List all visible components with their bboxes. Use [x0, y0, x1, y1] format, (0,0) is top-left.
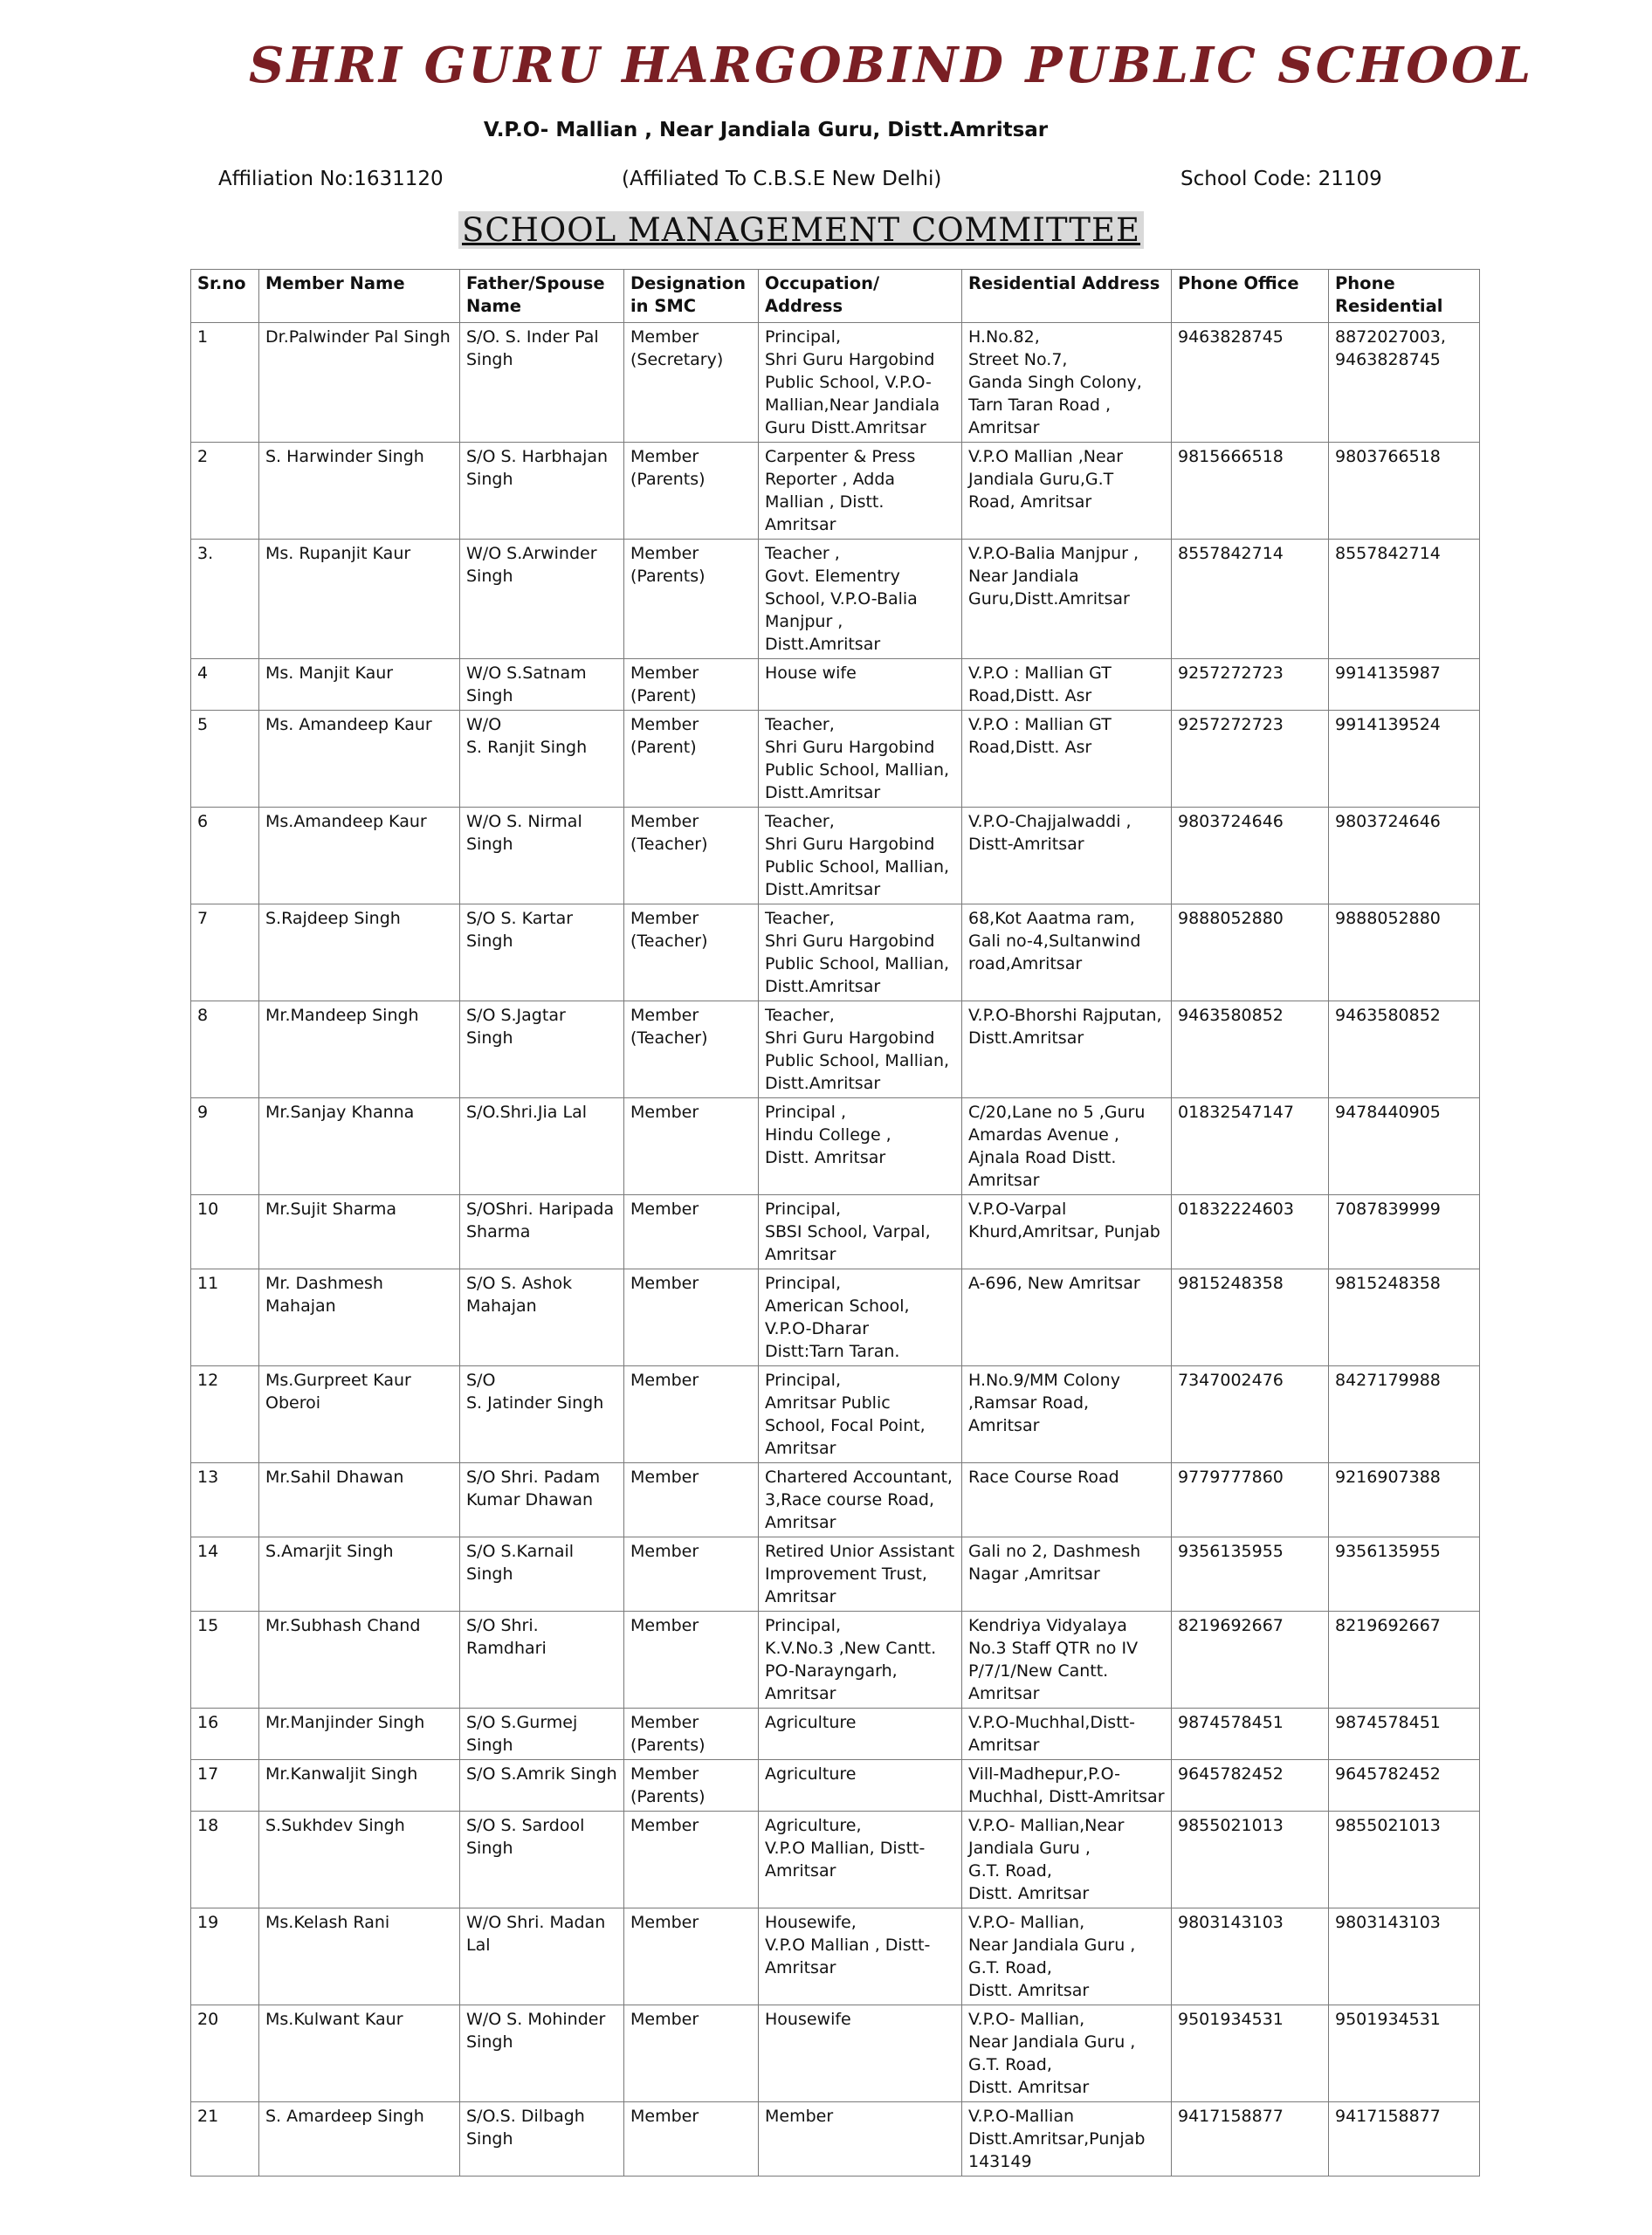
cell-sr-no: 5 [191, 711, 259, 808]
cell-sr-no: 18 [191, 1812, 259, 1908]
cell-member-name: Mr.Sanjay Khanna [259, 1098, 460, 1195]
cell-sr-no: 10 [191, 1195, 259, 1269]
table-row [191, 1812, 1480, 1908]
cell-sr-no: 12 [191, 1366, 259, 1463]
affiliation-board: (Affiliated To C.B.S.E New Delhi) [622, 168, 942, 190]
cell-phone-residential: 9417158877 [1329, 2102, 1480, 2177]
cell-occupation-address: Principal, K.V.No.3 ,New Cantt. PO-Narayngarh, Amritsar [759, 1612, 962, 1709]
cell-phone-residential: 8557842714 [1329, 540, 1480, 659]
cell-sr-no: 14 [191, 1537, 259, 1612]
cell-phone-residential: 9463580852 [1329, 1001, 1480, 1098]
cell-phone-office: 9257272723 [1172, 659, 1329, 711]
cell-phone-office: 9257272723 [1172, 711, 1329, 808]
cell-member-name: Mr.Manjinder Singh [259, 1709, 460, 1760]
cell-phone-office: 9417158877 [1172, 2102, 1329, 2177]
cell-occupation-address: Principal, American School, V.P.O-Dharar Distt:Tarn Taran. [759, 1269, 962, 1366]
cell-father-spouse-name: W/O S.Arwinder Singh [460, 540, 624, 659]
cell-member-name: Ms.Kulwant Kaur [259, 2005, 460, 2102]
cell-occupation-address: Agriculture [759, 1760, 962, 1812]
cell-phone-residential: 8872027003, 9463828745 [1329, 323, 1480, 443]
cell-designation: Member (Parents) [624, 1760, 759, 1812]
school-name: SHRI GURU HARGOBIND PUBLIC SCHOOL [249, 37, 1534, 94]
cell-phone-office: 9855021013 [1172, 1812, 1329, 1908]
committee-members-table [190, 269, 1480, 2177]
table-row [191, 1908, 1480, 2005]
cell-occupation-address: Member [759, 2102, 962, 2177]
cell-member-name: S. Amardeep Singh [259, 2102, 460, 2177]
cell-occupation-address: Principal , Hindu College , Distt. Amritsar [759, 1098, 962, 1195]
table-row [191, 1463, 1480, 1537]
table-row [191, 1001, 1480, 1098]
cell-sr-no: 19 [191, 1908, 259, 2005]
cell-father-spouse-name: W/O S.Satnam Singh [460, 659, 624, 711]
cell-sr-no: 3. [191, 540, 259, 659]
cell-father-spouse-name: W/O Shri. Madan Lal [460, 1908, 624, 2005]
cell-residential-address: A-696, New Amritsar [962, 1269, 1172, 1366]
cell-member-name: Mr.Sahil Dhawan [259, 1463, 460, 1537]
cell-phone-office: 8219692667 [1172, 1612, 1329, 1709]
cell-member-name: Ms. Amandeep Kaur [259, 711, 460, 808]
table-row [191, 1195, 1480, 1269]
cell-phone-residential: 8427179988 [1329, 1366, 1480, 1463]
cell-father-spouse-name: S/O S.Amrik Singh [460, 1760, 624, 1812]
header-occupation-address: Occupation/ Address [759, 270, 962, 323]
cell-designation: Member (Parent) [624, 659, 759, 711]
school-address: V.P.O- Mallian , Near Jandiala Guru, Distt.Amritsar [483, 119, 1049, 141]
table-row [191, 2005, 1480, 2102]
cell-member-name: S.Amarjit Singh [259, 1537, 460, 1612]
cell-phone-office: 9501934531 [1172, 2005, 1329, 2102]
cell-phone-office: 9874578451 [1172, 1709, 1329, 1760]
cell-phone-office: 9815666518 [1172, 443, 1329, 540]
cell-phone-office: 9815248358 [1172, 1269, 1329, 1366]
cell-member-name: Dr.Palwinder Pal Singh [259, 323, 460, 443]
cell-phone-office: 9463580852 [1172, 1001, 1329, 1098]
cell-father-spouse-name: S/O Shri. Padam Kumar Dhawan [460, 1463, 624, 1537]
cell-sr-no: 17 [191, 1760, 259, 1812]
cell-phone-office: 8557842714 [1172, 540, 1329, 659]
table-row [191, 1537, 1480, 1612]
school-code: School Code: 21109 [1180, 168, 1382, 190]
cell-member-name: Mr.Sujit Sharma [259, 1195, 460, 1269]
cell-sr-no: 4 [191, 659, 259, 711]
table-row [191, 1709, 1480, 1760]
cell-designation: Member (Teacher) [624, 808, 759, 904]
committee-title: SCHOOL MANAGEMENT COMMITTEE [458, 211, 1144, 249]
cell-phone-office: 9645782452 [1172, 1760, 1329, 1812]
cell-phone-residential: 9501934531 [1329, 2005, 1480, 2102]
cell-father-spouse-name: W/O S. Mohinder Singh [460, 2005, 624, 2102]
cell-father-spouse-name: S/O.Shri.Jia Lal [460, 1098, 624, 1195]
cell-designation: Member [624, 1366, 759, 1463]
cell-phone-office: 01832224603 [1172, 1195, 1329, 1269]
cell-designation: Member (Secretary) [624, 323, 759, 443]
cell-designation: Member (Parents) [624, 1709, 759, 1760]
cell-occupation-address: Housewife, V.P.O Mallian , Distt-Amritsar [759, 1908, 962, 2005]
cell-phone-office: 7347002476 [1172, 1366, 1329, 1463]
header-sr-no: Sr.no [191, 270, 259, 323]
cell-phone-residential: 9803766518 [1329, 443, 1480, 540]
cell-father-spouse-name: S/O S. Kartar Singh [460, 904, 624, 1001]
cell-sr-no: 1 [191, 323, 259, 443]
cell-sr-no: 8 [191, 1001, 259, 1098]
cell-residential-address: H.No.9/MM Colony ,Ramsar Road, Amritsar [962, 1366, 1172, 1463]
cell-designation: Member [624, 1098, 759, 1195]
table-row [191, 1098, 1480, 1195]
cell-father-spouse-name: S/O Shri. Ramdhari [460, 1612, 624, 1709]
table-row [191, 659, 1480, 711]
cell-father-spouse-name: S/O S. Sardool Singh [460, 1812, 624, 1908]
cell-residential-address: H.No.82, Street No.7, Ganda Singh Colony, Tarn Taran Road , Amritsar [962, 323, 1172, 443]
cell-occupation-address: Agriculture, V.P.O Mallian, Distt-Amritsar [759, 1812, 962, 1908]
cell-designation: Member [624, 1908, 759, 2005]
table-row [191, 808, 1480, 904]
cell-phone-office: 9803724646 [1172, 808, 1329, 904]
cell-occupation-address: Housewife [759, 2005, 962, 2102]
cell-sr-no: 2 [191, 443, 259, 540]
cell-sr-no: 20 [191, 2005, 259, 2102]
table-row [191, 904, 1480, 1001]
table-row [191, 1612, 1480, 1709]
cell-designation: Member [624, 1269, 759, 1366]
cell-sr-no: 11 [191, 1269, 259, 1366]
cell-member-name: Ms.Amandeep Kaur [259, 808, 460, 904]
cell-residential-address: V.P.O : Mallian GT Road,Distt. Asr [962, 711, 1172, 808]
cell-occupation-address: Principal, Amritsar Public School, Focal Point, Amritsar [759, 1366, 962, 1463]
cell-residential-address: V.P.O-Mallian Distt.Amritsar,Punjab 143149 [962, 2102, 1172, 2177]
table-row [191, 443, 1480, 540]
cell-phone-residential: 9803724646 [1329, 808, 1480, 904]
cell-phone-residential: 9803143103 [1329, 1908, 1480, 2005]
cell-phone-office: 9888052880 [1172, 904, 1329, 1001]
cell-designation: Member [624, 1195, 759, 1269]
cell-phone-office: 9356135955 [1172, 1537, 1329, 1612]
cell-residential-address: V.P.O- Mallian,Near Jandiala Guru , G.T. Road, Distt. Amritsar [962, 1812, 1172, 1908]
cell-sr-no: 13 [191, 1463, 259, 1537]
cell-occupation-address: Agriculture [759, 1709, 962, 1760]
cell-residential-address: V.P.O Mallian ,Near Jandiala Guru,G.T Road, Amritsar [962, 443, 1172, 540]
cell-occupation-address: Teacher , Govt. Elementry School, V.P.O-Balia Manjpur , Distt.Amritsar [759, 540, 962, 659]
cell-residential-address: Kendriya Vidyalaya No.3 Staff QTR no IV P/7/1/New Cantt. Amritsar [962, 1612, 1172, 1709]
cell-designation: Member (Parent) [624, 711, 759, 808]
cell-father-spouse-name: S/O S.Gurmej Singh [460, 1709, 624, 1760]
cell-phone-residential: 9914139524 [1329, 711, 1480, 808]
cell-member-name: Ms.Gurpreet Kaur Oberoi [259, 1366, 460, 1463]
cell-father-spouse-name: S/O S.Karnail Singh [460, 1537, 624, 1612]
cell-member-name: Mr.Mandeep Singh [259, 1001, 460, 1098]
table-row [191, 323, 1480, 443]
cell-phone-residential: 9914135987 [1329, 659, 1480, 711]
cell-residential-address: V.P.O-Bhorshi Rajputan, Distt.Amritsar [962, 1001, 1172, 1098]
cell-member-name: Mr.Subhash Chand [259, 1612, 460, 1709]
table-row [191, 1760, 1480, 1812]
header-phone-office: Phone Office [1172, 270, 1329, 323]
cell-designation: Member [624, 1612, 759, 1709]
cell-occupation-address: Principal, SBSI School, Varpal, Amritsar [759, 1195, 962, 1269]
cell-phone-residential: 9645782452 [1329, 1760, 1480, 1812]
cell-designation: Member [624, 1537, 759, 1612]
cell-father-spouse-name: S/O S.Jagtar Singh [460, 1001, 624, 1098]
cell-father-spouse-name: W/O S. Nirmal Singh [460, 808, 624, 904]
cell-residential-address: C/20,Lane no 5 ,Guru Amardas Avenue , Ajnala Road Distt. Amritsar [962, 1098, 1172, 1195]
cell-occupation-address: Teacher, Shri Guru Hargobind Public School, Mallian, Distt.Amritsar [759, 904, 962, 1001]
cell-designation: Member (Parents) [624, 540, 759, 659]
cell-residential-address: V.P.O-Muchhal,Distt-Amritsar [962, 1709, 1172, 1760]
cell-member-name: Mr.Kanwaljit Singh [259, 1760, 460, 1812]
cell-occupation-address: Teacher, Shri Guru Hargobind Public School, Mallian, Distt.Amritsar [759, 808, 962, 904]
cell-sr-no: 9 [191, 1098, 259, 1195]
header-residential-address: Residential Address [962, 270, 1172, 323]
cell-occupation-address: Retired Unior Assistant Improvement Trust, Amritsar [759, 1537, 962, 1612]
cell-member-name: Ms.Kelash Rani [259, 1908, 460, 2005]
cell-phone-residential: 9478440905 [1329, 1098, 1480, 1195]
cell-residential-address: V.P.O- Mallian, Near Jandiala Guru , G.T. Road, Distt. Amritsar [962, 2005, 1172, 2102]
cell-sr-no: 6 [191, 808, 259, 904]
cell-sr-no: 21 [191, 2102, 259, 2177]
cell-sr-no: 16 [191, 1709, 259, 1760]
cell-phone-residential: 9356135955 [1329, 1537, 1480, 1612]
cell-residential-address: V.P.O-Chajjalwaddi , Distt-Amritsar [962, 808, 1172, 904]
table-row [191, 540, 1480, 659]
cell-phone-residential: 9815248358 [1329, 1269, 1480, 1366]
cell-residential-address: V.P.O-Balia Manjpur , Near Jandiala Guru,Distt.Amritsar [962, 540, 1172, 659]
cell-designation: Member [624, 1463, 759, 1537]
cell-designation: Member (Parents) [624, 443, 759, 540]
cell-member-name: Mr. Dashmesh Mahajan [259, 1269, 460, 1366]
affiliation-number: Affiliation No:1631120 [218, 168, 444, 190]
table-row [191, 2102, 1480, 2177]
table-row [191, 1269, 1480, 1366]
cell-designation: Member (Teacher) [624, 904, 759, 1001]
header-member-name: Member Name [259, 270, 460, 323]
cell-member-name: S.Sukhdev Singh [259, 1812, 460, 1908]
cell-member-name: Ms. Rupanjit Kaur [259, 540, 460, 659]
cell-residential-address: Vill-Madhepur,P.O-Muchhal, Distt-Amritsar [962, 1760, 1172, 1812]
cell-residential-address: 68,Kot Aaatma ram, Gali no-4,Sultanwind road,Amritsar [962, 904, 1172, 1001]
cell-father-spouse-name: W/O S. Ranjit Singh [460, 711, 624, 808]
cell-phone-office: 9803143103 [1172, 1908, 1329, 2005]
table-header-row [191, 270, 1480, 323]
cell-sr-no: 15 [191, 1612, 259, 1709]
cell-residential-address: V.P.O- Mallian, Near Jandiala Guru , G.T. Road, Distt. Amritsar [962, 1908, 1172, 2005]
cell-occupation-address: Teacher, Shri Guru Hargobind Public School, Mallian, Distt.Amritsar [759, 1001, 962, 1098]
cell-father-spouse-name: S/O. S. Inder Pal Singh [460, 323, 624, 443]
cell-occupation-address: House wife [759, 659, 962, 711]
cell-father-spouse-name: S/O S. Ashok Mahajan [460, 1269, 624, 1366]
cell-father-spouse-name: S/O S. Harbhajan Singh [460, 443, 624, 540]
cell-phone-residential: 9874578451 [1329, 1709, 1480, 1760]
cell-phone-residential: 8219692667 [1329, 1612, 1480, 1709]
cell-member-name: S.Rajdeep Singh [259, 904, 460, 1001]
header-designation: Designation in SMC [624, 270, 759, 323]
cell-residential-address: Gali no 2, Dashmesh Nagar ,Amritsar [962, 1537, 1172, 1612]
cell-phone-residential: 7087839999 [1329, 1195, 1480, 1269]
cell-father-spouse-name: S/OShri. Haripada Sharma [460, 1195, 624, 1269]
cell-designation: Member (Teacher) [624, 1001, 759, 1098]
cell-phone-office: 9463828745 [1172, 323, 1329, 443]
cell-member-name: S. Harwinder Singh [259, 443, 460, 540]
cell-occupation-address: Teacher, Shri Guru Hargobind Public School, Mallian, Distt.Amritsar [759, 711, 962, 808]
cell-occupation-address: Chartered Accountant, 3,Race course Road, Amritsar [759, 1463, 962, 1537]
cell-designation: Member [624, 1812, 759, 1908]
cell-occupation-address: Carpenter & Press Reporter , Adda Mallian , Distt. Amritsar [759, 443, 962, 540]
table-row [191, 1366, 1480, 1463]
cell-phone-residential: 9216907388 [1329, 1463, 1480, 1537]
cell-residential-address: V.P.O : Mallian GT Road,Distt. Asr [962, 659, 1172, 711]
cell-phone-residential: 9888052880 [1329, 904, 1480, 1001]
cell-member-name: Ms. Manjit Kaur [259, 659, 460, 711]
cell-sr-no: 7 [191, 904, 259, 1001]
header-phone-residential: Phone Residential [1329, 270, 1480, 323]
header-father-spouse-name: Father/Spouse Name [460, 270, 624, 323]
cell-designation: Member [624, 2005, 759, 2102]
cell-phone-office: 01832547147 [1172, 1098, 1329, 1195]
cell-phone-office: 9779777860 [1172, 1463, 1329, 1537]
cell-residential-address: V.P.O-Varpal Khurd,Amritsar, Punjab [962, 1195, 1172, 1269]
cell-occupation-address: Principal, Shri Guru Hargobind Public School, V.P.O-Mallian,Near Jandiala Guru Distt.Amritsar [759, 323, 962, 443]
cell-phone-residential: 9855021013 [1329, 1812, 1480, 1908]
cell-residential-address: Race Course Road [962, 1463, 1172, 1537]
cell-father-spouse-name: S/O S. Jatinder Singh [460, 1366, 624, 1463]
cell-father-spouse-name: S/O.S. Dilbagh Singh [460, 2102, 624, 2177]
cell-designation: Member [624, 2102, 759, 2177]
table-row [191, 711, 1480, 808]
